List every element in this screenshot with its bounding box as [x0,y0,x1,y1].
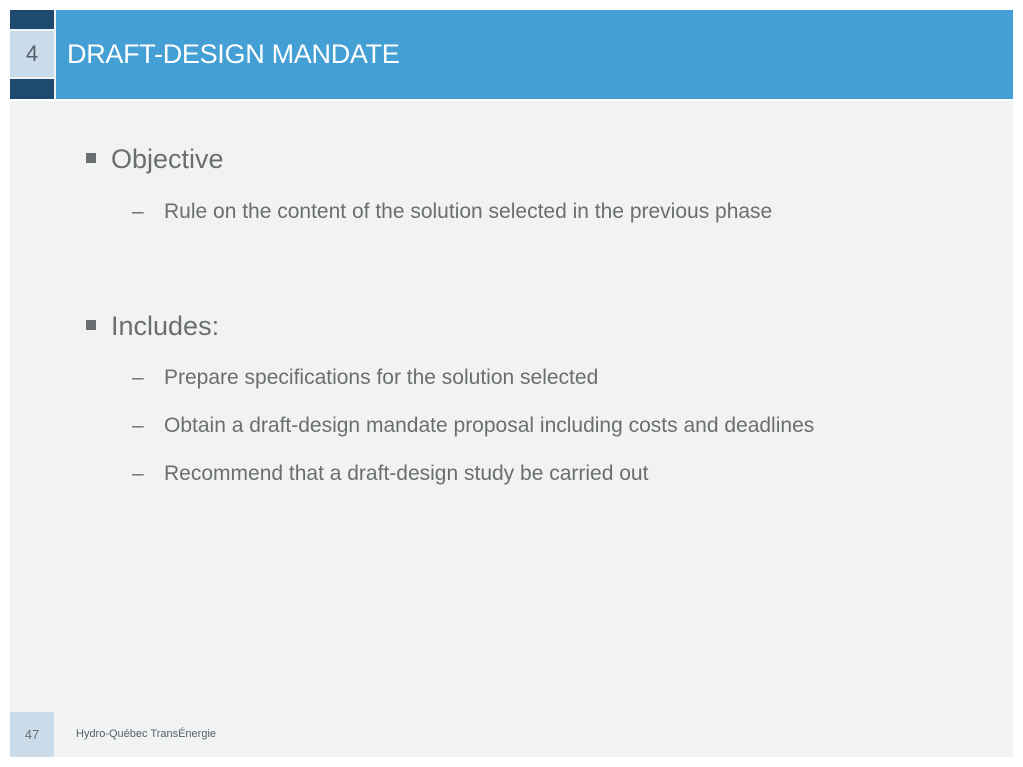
square-bullet-icon [86,320,96,330]
square-bullet-icon [86,153,96,163]
header-accent-top [10,10,54,29]
sub-item [132,366,598,390]
bullet-includes [86,311,219,342]
page-number: 47 [10,712,54,757]
bullet-objective [86,144,224,175]
slide-title: DRAFT-DESIGN MANDATE [67,39,400,69]
header-accent-bottom [10,79,54,99]
footer-organization: Hydro-Québec TransÉnergie [76,728,217,740]
header-bar [56,10,1013,99]
header-divider [10,99,1013,101]
section-number: 4 [10,31,54,77]
sub-item [132,462,648,486]
slide [10,10,1013,757]
sub-item-text: Rule on the content of the solution selected in the previous phase [164,200,773,223]
sub-item-text: Recommend that a draft-design study be carried out [164,462,649,485]
bullet-label: Includes: [111,311,220,341]
dash-icon: – [132,366,144,389]
sub-item-text: Prepare specifications for the solution selected [164,366,599,389]
sub-item [132,414,814,438]
sub-item-text: Obtain a draft-design mandate proposal including costs and deadlines [164,414,815,437]
sub-item [132,200,772,224]
dash-icon: – [132,200,144,223]
dash-icon: – [132,462,144,485]
dash-icon: – [132,414,144,437]
bullet-label: Objective [111,144,224,174]
